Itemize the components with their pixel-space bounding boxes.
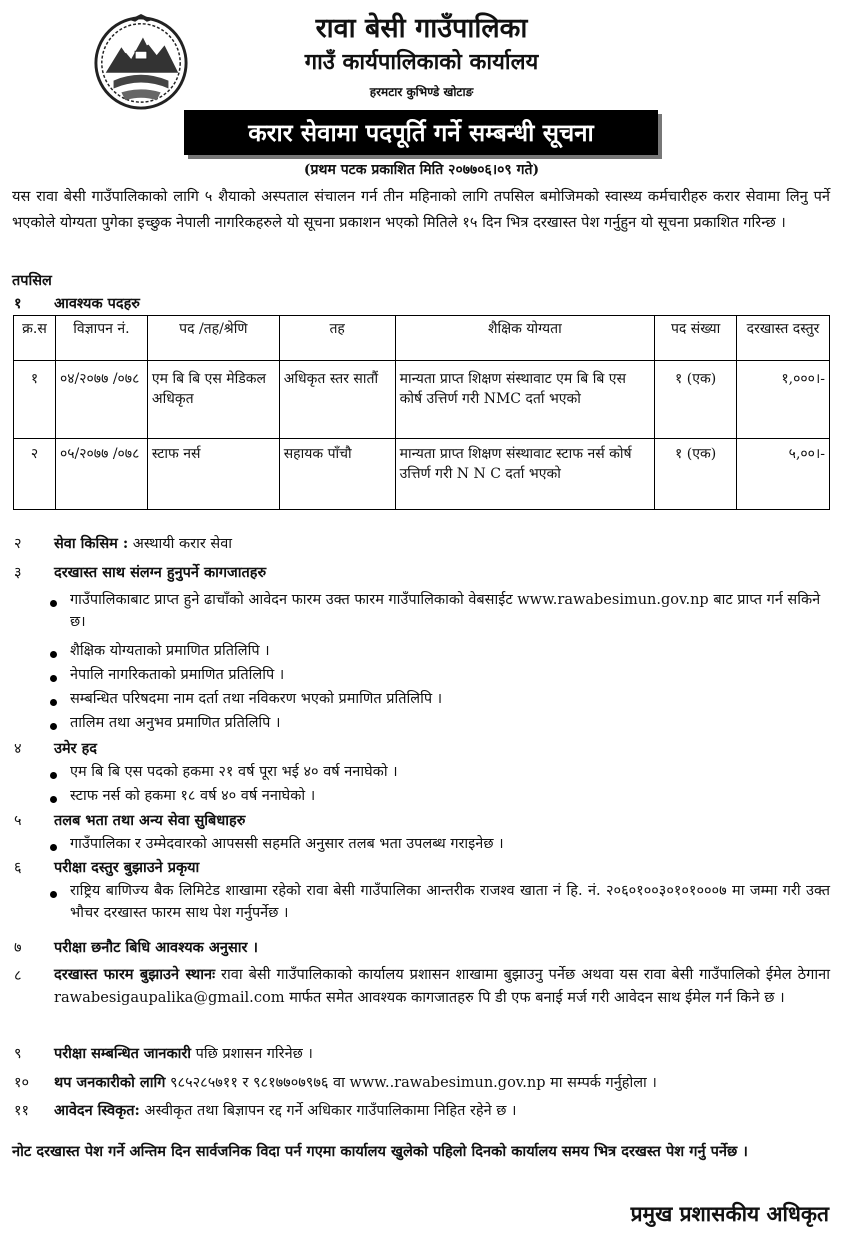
bullet-icon: [50, 699, 57, 706]
bullet-icon: [50, 600, 57, 607]
bullet-icon: [50, 651, 57, 658]
section-3-heading: [14, 562, 266, 582]
list-item: तालिम तथा अनुभव प्रमाणित प्रतिलिपि ।: [70, 715, 281, 731]
section-4-heading: [14, 738, 97, 758]
cell-adv-no: ०५/२०७७ /०७८: [55, 439, 147, 510]
cell-sn: २: [14, 439, 56, 510]
list-item: सम्बन्धित परिषदमा नाम दर्ता तथा नविकरण भएको प्रमाणित प्रतिलिपि ।: [70, 691, 443, 707]
posts-table: [13, 315, 830, 510]
list-item: गाउँपालिकाबाट प्राप्त हुने ढाचाँको आवेदन फारम उक्त फारम गाउँपालिकाको वेबसाईट www.rawabesimun.gov.np बाट प्राप्त गर्न सकिने छ।: [70, 592, 821, 630]
section-text: रावा बेसी गाउँपालिकाको कार्यालय प्रशासन शाखामा बुझाउनु पर्नेछ अथवा यस रावा बेसी गाउँपालिको ईमेल ठेगाना rawabesigaupalika@gmail.com मार्फत समेत आवश्यक कागजातहरु पि डी एफ बनाई मर्ज गरी आवेदन साथ ईमेल गर्न किने छ ।: [54, 966, 830, 1006]
cell-post: एम बि बि एस मेडिकल अधिकृत: [147, 361, 279, 439]
section-6-heading: [14, 857, 199, 877]
section-10: [14, 1072, 657, 1092]
section-7: [14, 937, 258, 957]
section-5-heading: [14, 810, 245, 830]
cell-qualification: मान्यता प्राप्त शिक्षण संस्थावाट स्टाफ नर्स कोर्ष उत्तिर्ण गरी N N C दर्ता भएको: [395, 439, 655, 510]
section-title: आवेदन स्विकृत:: [54, 1102, 140, 1119]
section-9: [14, 1043, 313, 1063]
section-number: ५: [14, 813, 22, 829]
section-title: दरखास्त फारम बुझाउने स्थानः: [54, 966, 216, 983]
cell-level: अधिकृत स्तर सातौं: [279, 361, 395, 439]
list-item: राष्ट्रिय बाणिज्य बैक लिमिटेड शाखामा रहेको रावा बेसी गाउँपालिका आन्तरीक राजश्व खाता नं हि. नं. २०६०१००३०१०१०००७ मा जम्मा गरी उक्त भौचर दरखास्त फारम साथ पेश गर्नुपर्नेछ ।: [70, 883, 830, 921]
table-row: [14, 439, 830, 510]
intro-paragraph: यस रावा बेसी गाउँपालिकाको लागि ५ शैयाको अस्पताल संचालन गर्न तीन महिनाको लागि तपसिल बमोजिमको स्वास्थ्य कर्मचारीहरु करार सेवामा लिनु पर्ने भएकोले योग्यता पुगेका इच्छुक नेपाली नागरिकहरुले यो सूचना प्रकाशन भएको मितिले १५ दिन भित्र दरखास्त पेश गर्नुहुन यो सूचना प्रकाशित गरिन्छ ।: [12, 188, 830, 231]
section-1-heading: [14, 293, 140, 313]
cell-qualification: मान्यता प्राप्त शिक्षण संस्थावाट एम बि बि एस कोर्ष उत्तिर्ण गरी NMC दर्ता भएको: [395, 361, 655, 439]
table-header-row: [14, 316, 830, 361]
section-title: तलब भता तथा अन्य सेवा सुबिधाहरु: [54, 812, 246, 829]
section-2: [14, 533, 232, 553]
list-item: नेपालि नागरिकताको प्रमाणित प्रतिलिपि ।: [70, 667, 285, 683]
cell-fee: १,०००।-: [737, 361, 830, 439]
bullet-icon: [50, 772, 57, 779]
section-text: पछि प्रशासन गरिनेछ ।: [191, 1046, 313, 1062]
tapsil-label: तपसिल: [12, 272, 52, 289]
bullet-icon: [50, 891, 57, 898]
col-header-level: तह: [279, 316, 395, 361]
section-number: ९: [14, 1046, 22, 1062]
section-title: उमेर हद: [54, 740, 97, 757]
table-row: [14, 361, 830, 439]
note-paragraph: नोट दरखास्त पेश गर्ने अन्तिम दिन सार्वजनिक विदा पर्न गएमा कार्यालय खुलेको पहिलो दिनको कार्यालय समय भित्र दरखस्त पेश गर्नु पर्नेछ ।: [12, 1143, 748, 1160]
list-item: एम बि बि एस पदको हकमा २१ वर्ष पूरा भई ४० वर्ष ननाघेको ।: [70, 764, 398, 780]
col-header-adv-no: विज्ञापन नं.: [55, 316, 147, 361]
list-item: स्टाफ नर्स को हकमा १८ वर्ष ४० वर्ष ननाघेको ।: [70, 788, 316, 804]
section-number: २: [14, 536, 22, 552]
section-text: अस्थायी करार सेवा: [128, 536, 233, 552]
col-header-post: पद /तह/श्रेणि: [147, 316, 279, 361]
section-number: ११: [14, 1103, 30, 1119]
bullet-icon: [50, 723, 57, 730]
section-title: सेवा किसिम :: [54, 535, 129, 552]
section-title: परीक्षा छनौट बिधि आवश्यक अनुसार ।: [54, 939, 258, 956]
bullet-icon: [50, 844, 57, 851]
list-item: शैक्षिक योग्यताको प्रमाणित प्रतिलिपि ।: [70, 643, 270, 659]
section-text: ९८५२८५७११ र ९८१७७०७९७६ वा www..rawabesimun.gov.np मा सम्पर्क गर्नुहोला ।: [165, 1075, 657, 1091]
cell-level: सहायक पाँचौ: [279, 439, 395, 510]
section-title: थप जनकारीको लागि: [54, 1074, 166, 1091]
cell-count: १ (एक): [655, 439, 737, 510]
cell-post: स्टाफ नर्स: [147, 439, 279, 510]
col-header-count: पद संख्या: [655, 316, 737, 361]
cell-adv-no: ०४/२०७७ /०७८: [55, 361, 147, 439]
office-address: हरमटार कुभिण्डे खोटाङ: [369, 85, 474, 99]
notice-title: करार सेवामा पदपूर्ति गर्ने सम्बन्धी सूचना: [248, 118, 594, 147]
section-number: १०: [14, 1075, 30, 1091]
bullet-icon: [50, 796, 57, 803]
section-number: ४: [14, 741, 22, 757]
cell-fee: ५,००।-: [737, 439, 830, 510]
col-header-qualification: शैक्षिक योग्यता: [395, 316, 655, 361]
publish-date: (प्रथम पटक प्रकाशित मिति २०७७०६।०९ गते): [303, 162, 540, 178]
cell-count: १ (एक): [655, 361, 737, 439]
section-title: आवश्यक पदहरु: [54, 295, 140, 312]
signature-title: प्रमुख प्रशासकीय अधिकृत: [630, 1201, 829, 1226]
section-8-number: ८: [14, 968, 22, 984]
section-number: ३: [14, 565, 22, 581]
section-title: परीक्षा सम्बन्धित जानकारी: [54, 1045, 192, 1062]
col-header-sn: क्र.स: [14, 316, 56, 361]
section-number: १: [14, 295, 22, 312]
office-name: गाउँ कार्यपालिकाको कार्यालय: [304, 49, 539, 75]
section-number: ६: [14, 860, 22, 876]
section-11: [14, 1100, 517, 1120]
bullet-icon: [50, 675, 57, 682]
col-header-fee: दरखास्त दस्तुर: [737, 316, 830, 361]
list-item: गाउँपालिका र उम्मेदवारको आपससी सहमति अनुसार तलब भता उपलब्ध गराइनेछ ।: [70, 836, 504, 852]
section-title: परीक्षा दस्तुर बुझाउने प्रकृया: [54, 859, 200, 876]
section-number: ७: [14, 940, 22, 956]
cell-sn: १: [14, 361, 56, 439]
section-title: दरखास्त साथ संलग्न हुनुपर्ने कागजातहरु: [54, 564, 267, 581]
org-name: रावा बेसी गाउँपालिका: [315, 13, 528, 44]
section-text: अस्वीकृत तथा बिज्ञापन रद्द गर्ने अधिकार गाउँपालिकामा निहित रहेने छ ।: [139, 1103, 517, 1119]
notice-title-banner: [184, 110, 658, 155]
section-8: [54, 963, 830, 1009]
